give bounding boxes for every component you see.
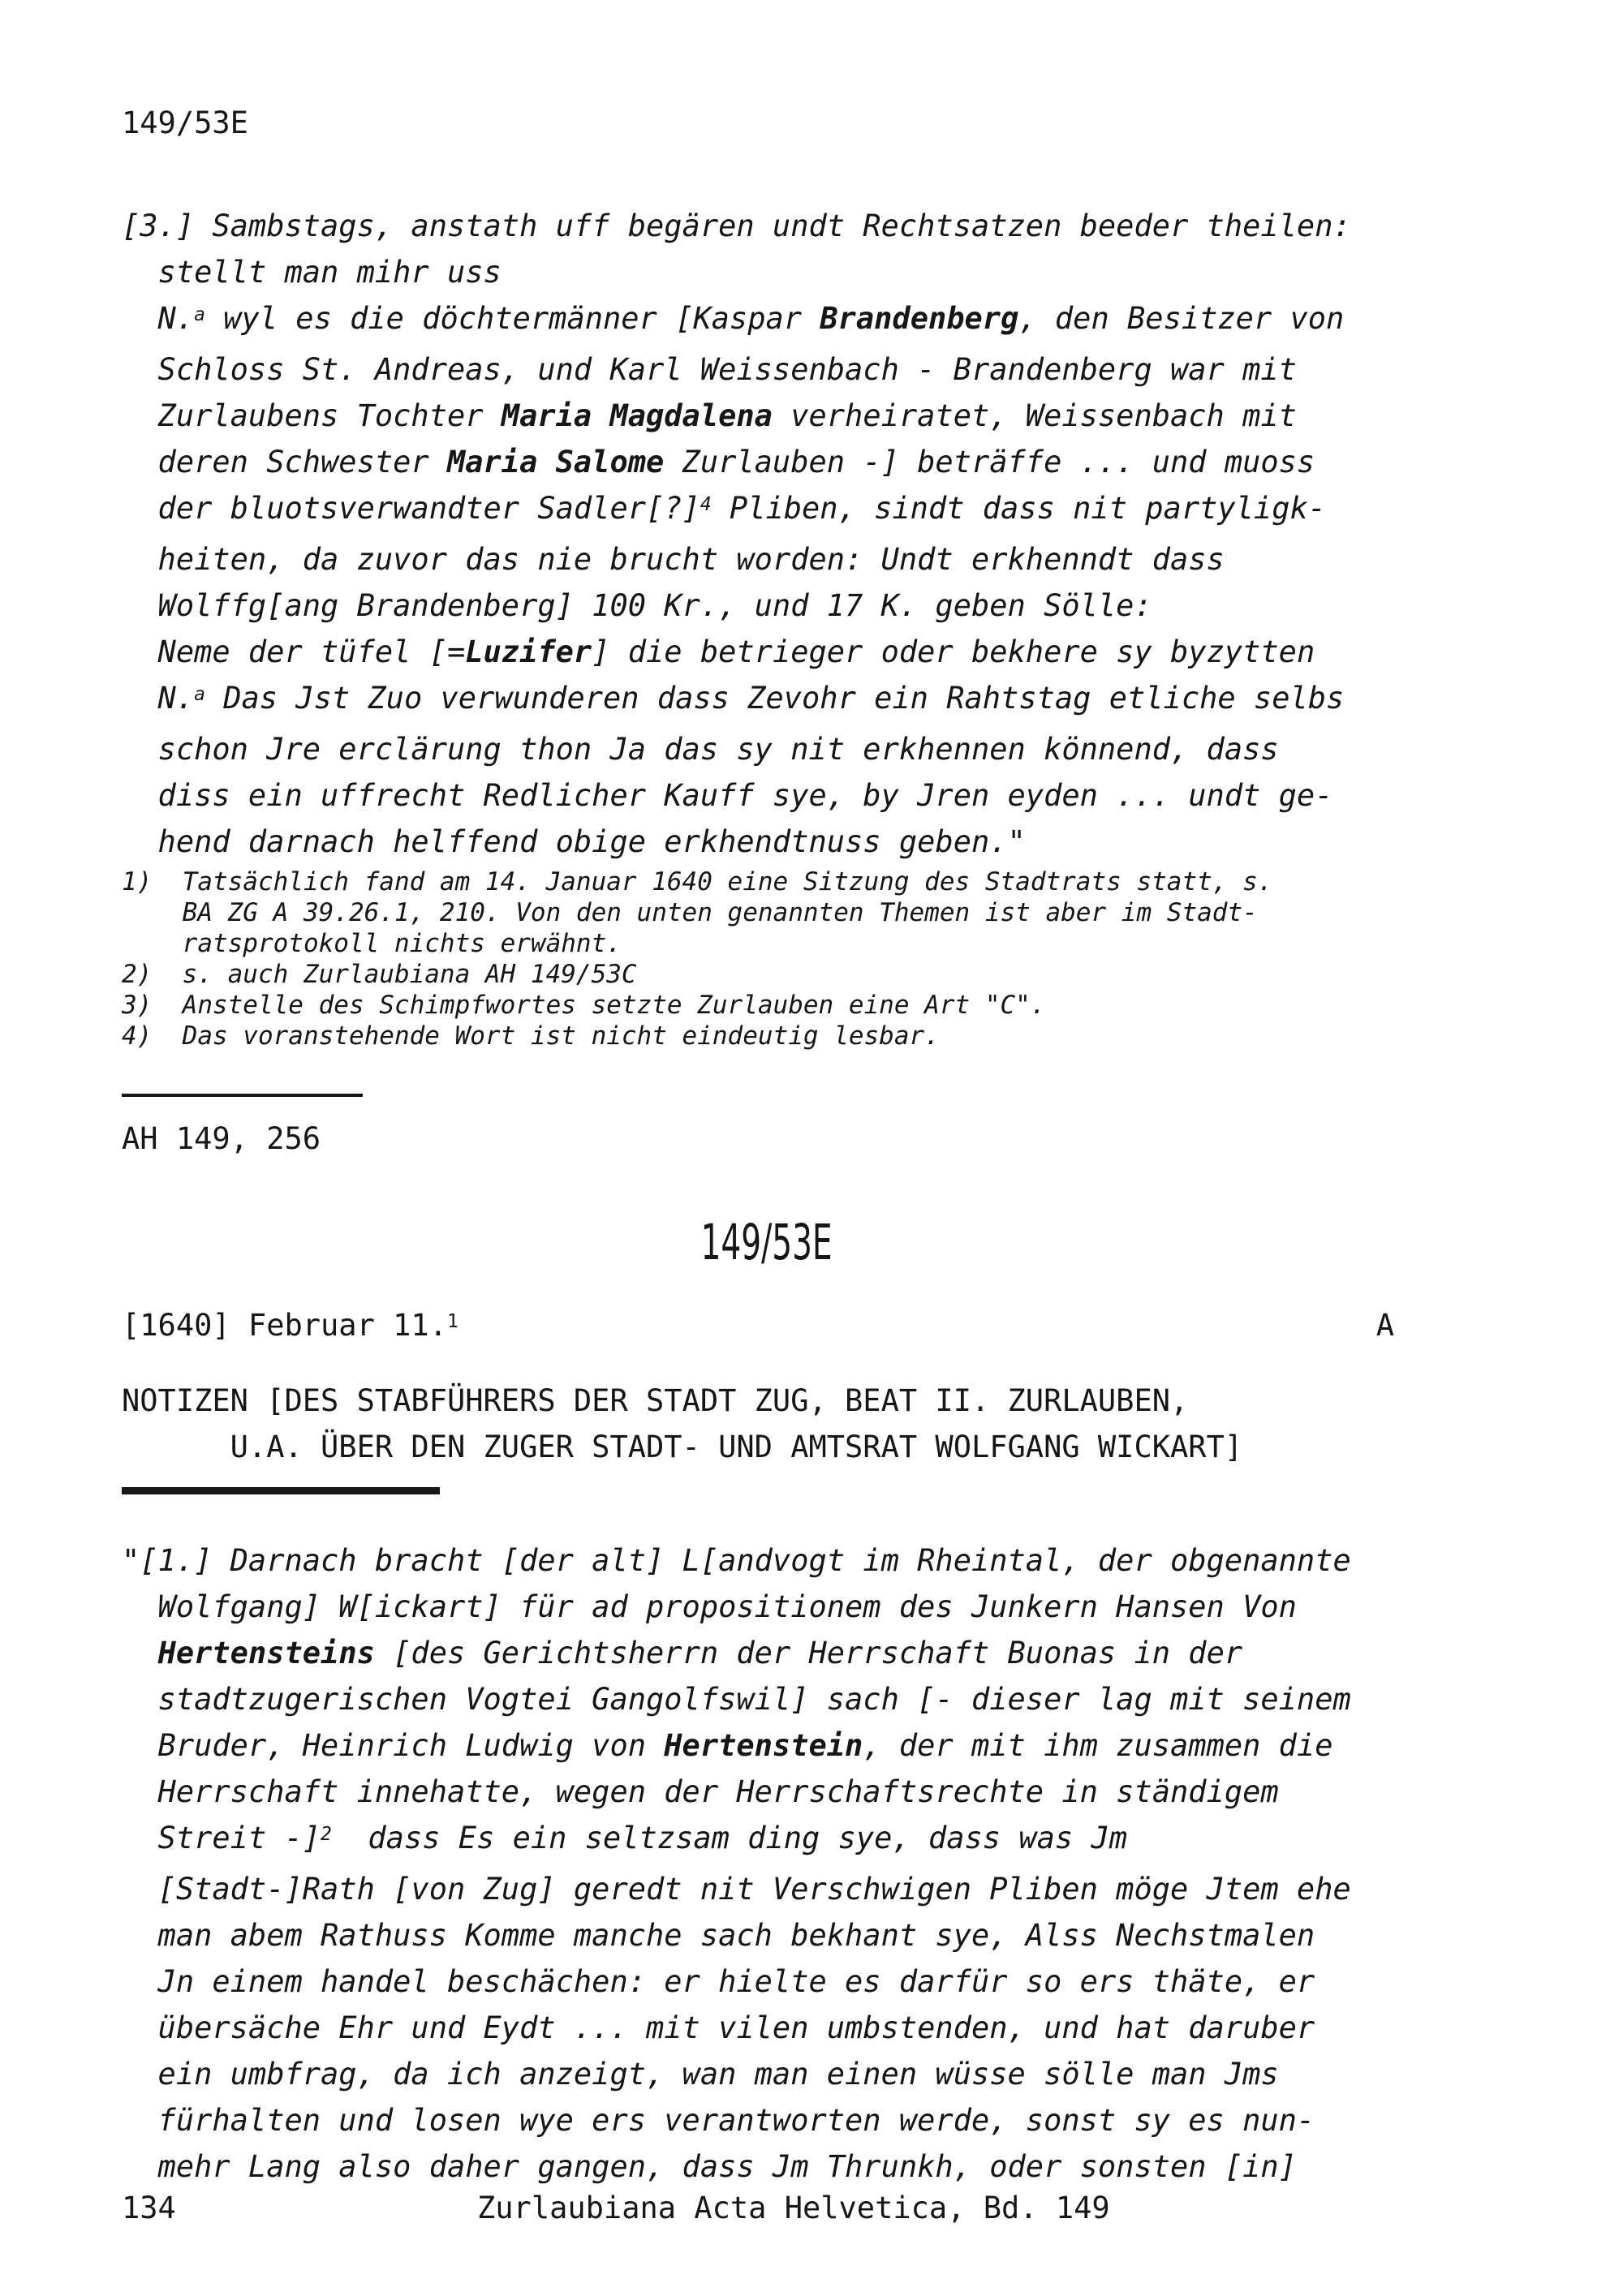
text-line: fürhalten und losen wye ers verantworten werde, sonst sy es nun- — [122, 2103, 1315, 2138]
text-line: man abem Rathuss Komme manche sach bekhant sye, Alss Nechstmalen — [122, 1918, 1315, 1953]
text-line: diss ein uffrecht Redlicher Kauff sye, by Jren eyden ... undt ge- — [122, 778, 1333, 813]
entry-siglum: A — [1375, 1308, 1394, 1343]
source-reference: AH 149, 256 — [122, 1121, 321, 1156]
text-line: ratsprotokoll nichts erwähnt. — [122, 929, 622, 958]
text-line: [3.] Sambstags, anstath uff begären undt Rechtsatzen beeder theilen: — [122, 209, 1351, 243]
entry-date-row — [122, 1308, 1394, 1343]
text-line: Zurlaubens Tochter Maria Magdalena verheiratet, Weissenbach mit — [122, 398, 1297, 433]
text-line: BA ZG A 39.26.1, 210. Von den unten genannten Themen ist aber im Stadt- — [122, 898, 1258, 927]
entry-date — [122, 1308, 458, 1343]
text-line: 1) Tatsächlich fand am 14. Januar 1640 eine Sitzung des Stadtrats statt, s. — [122, 867, 1273, 896]
text-line: Bruder, Heinrich Ludwig von Hertenstein, der mit ihm zusammen die — [122, 1728, 1333, 1763]
text-line: Wolfgang] W[ickart] für ad propositionem des Junkern Hansen Von — [122, 1589, 1297, 1624]
text-line: schon Jre erclärung thon Ja das sy nit erkhennen könnend, dass — [122, 732, 1279, 767]
entry-date-text: [1640] Februar 11. — [122, 1308, 447, 1343]
text-line: Schloss St. Andreas, und Karl Weissenbach - Brandenberg war mit — [122, 352, 1297, 387]
entry-number-wrap — [122, 1214, 1412, 1271]
entry-title-line-2: U.A. ÜBER DEN ZUGER STADT- UND AMTSRAT WOLFGANG WICKART] — [122, 1430, 1243, 1464]
entry-divider-rule — [122, 1487, 440, 1494]
text-line: ein umbfrag, da ich anzeigt, wan man einen wüsse sölle man Jms — [122, 2057, 1279, 2092]
text-line: mehr Lang also daher gangen, dass Jm Thrunkh, oder sonsten [in] — [122, 2149, 1297, 2184]
text-line: hend darnach helffend obige erkhendtnuss geben." — [122, 824, 1026, 859]
footnotes-block — [122, 866, 1272, 1051]
text-line: 2) s. auch Zurlaubiana AH 149/53C — [122, 960, 637, 989]
text-line: "[1.] Darnach bracht [der alt] L[andvogt im Rheintal, der obgenannte — [122, 1543, 1351, 1578]
text-line: N.$^a$ Das Jst Zuo verwunderen dass Zevohr ein Rahtstag etliche selbs — [122, 681, 1345, 716]
source-divider-rule — [122, 1094, 363, 1097]
entry-date-footnote-mark: 1 — [446, 1310, 458, 1332]
text-line: N.$^a$ wyl es die döchtermänner [Kaspar Brandenberg, den Besitzer von — [122, 301, 1345, 336]
text-line: Neme der tüfel [=Luzifer] die betrieger oder bekhere sy byzytten — [122, 634, 1315, 669]
text-line: [Stadt-]Rath [von Zug] geredt nit Verschwigen Pliben möge Jtem ehe — [122, 1872, 1351, 1907]
text-line: deren Schwester Maria Salome Zurlauben -] beträffe ... und muoss — [122, 445, 1315, 479]
text-line: übersäche Ehr und Eydt ... mit vilen umbstenden, und hat daruber — [122, 2010, 1315, 2045]
entry-title — [122, 1378, 1242, 1470]
text-line: 3) Anstelle des Schimpfwortes setzte Zurlauben eine Art "C". — [122, 991, 1046, 1020]
text-line: Herrschaft innehatte, wegen der Herrschaftsrechte in ständigem — [122, 1774, 1279, 1809]
text-line: der bluotsverwandter Sadler[?]$^4$ Pliben, sindt dass nit partyligk- — [122, 491, 1327, 526]
previous-entry-paragraph — [122, 203, 1351, 865]
text-line: 4) Das voranstehende Wort ist nicht eindeutig lesbar. — [122, 1021, 940, 1051]
text-line: stadtzugerischen Vogtei Gangolfswil] sach [- dieser lag mit seinem — [122, 1682, 1351, 1717]
text-line: stellt man mihr uss — [122, 255, 502, 290]
text-line: Streit -]$^2$ dass Es ein seltzsam ding sye, dass was Jm — [122, 1821, 1127, 1855]
footer-page-number: 134 — [122, 2191, 176, 2225]
entry-title-line-1: NOTIZEN [DES STABFÜHRERS DER STADT ZUG, BEAT II. ZURLAUBEN, — [122, 1383, 1189, 1418]
entry-paragraph — [122, 1537, 1351, 2190]
footer-series-title: Zurlaubiana Acta Helvetica, Bd. 149 — [477, 2191, 1110, 2225]
text-line: Jn einem handel beschächen: er hielte es darfür so ers thäte, er — [122, 1964, 1315, 1999]
text-line: Hertensteins [des Gerichtsherrn der Herrschaft Buonas in der — [157, 1636, 1243, 1670]
entry-number-title: 149/53E — [700, 1214, 833, 1271]
text-line: heiten, da zuvor das nie brucht worden: Undt erkhenndt dass — [122, 542, 1225, 577]
text-line: Wolffg[ang Brandenberg] 100 Kr., und 17 K. geben Sölle: — [122, 588, 1152, 623]
running-header: 149/53E — [122, 105, 248, 140]
